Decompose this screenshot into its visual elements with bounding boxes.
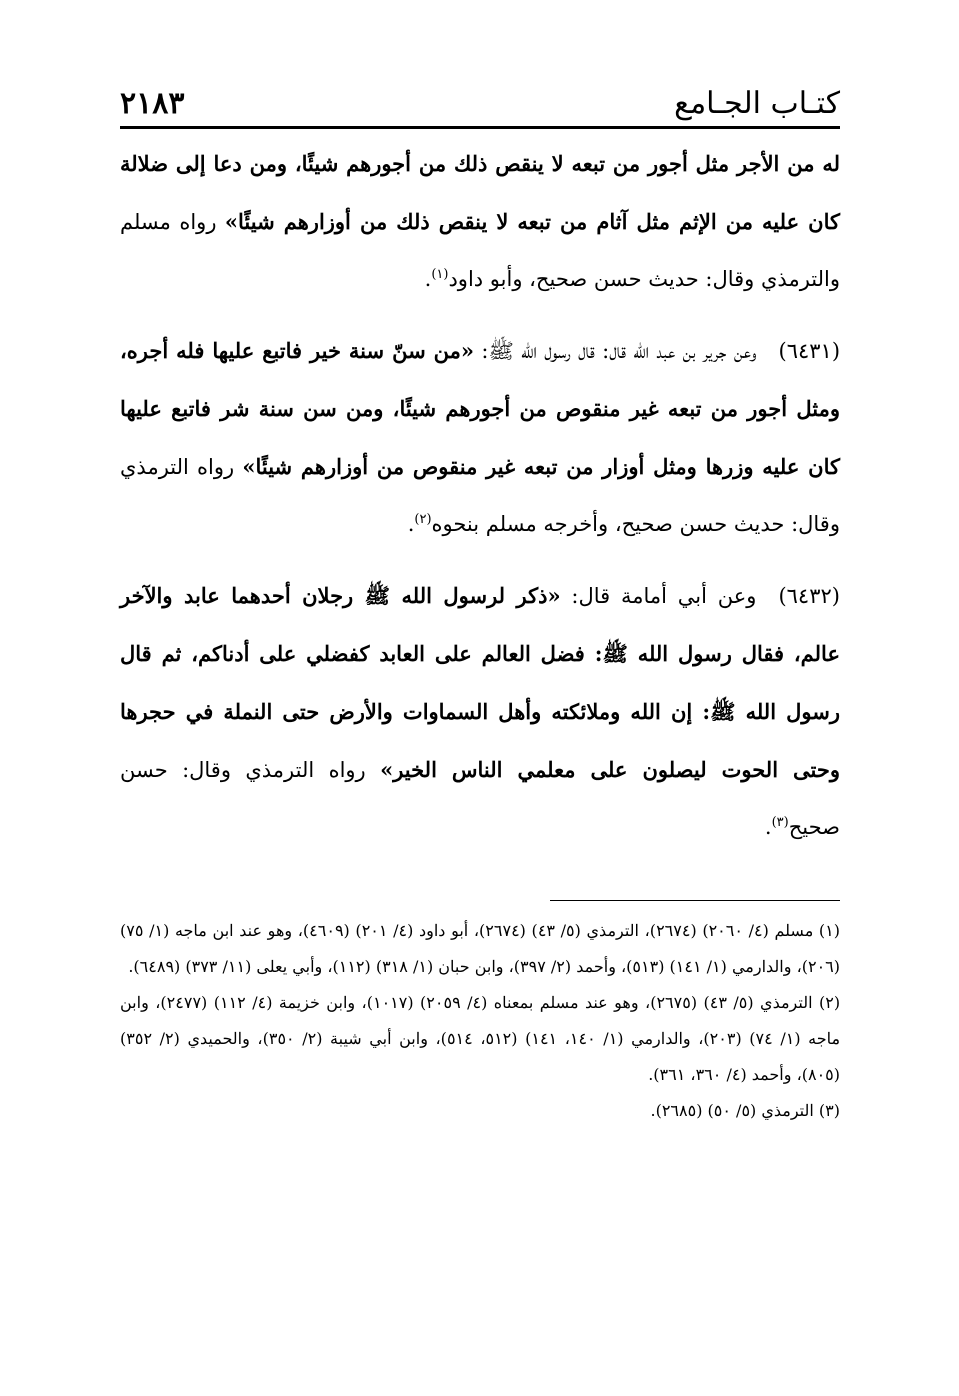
hadith-text: «من سنّ سنة خير فاتبع عليها فله أجره، ومثل أجور من تبعه غير منقوص من أجورهم شيئًا، ومن سن سنة شر فاتبع عليها كان عليه وزرها ومثل أوزار من تبعه غير منقوص من أوزارهم شيئًا» [120,338,840,479]
paragraph [120,322,840,553]
narration-text: وعن جرير بن عبد الله قال: قال رسول الله ﷺ: [474,339,757,363]
sentence-end: . [764,815,772,839]
footnote-divider [550,900,840,901]
sentence-end: . [407,512,415,536]
paragraph [120,567,840,856]
footnote-reference[interactable]: (٣) [771,815,789,830]
hadith-number: (٦٤٣٢) [778,584,840,608]
narration-text: رواه الترمذي وقال: حديث حسن صحيح، وأخرجه مسلم بنحوه [120,455,840,536]
footnote: (٣) الترمذي (٥/ ٥٠) (٢٦٨٥). [650,1101,840,1120]
book-title: كتـاب الجـامع [674,86,840,121]
hadith-number: (٦٤٣١) [778,339,841,363]
footnotes [120,913,840,1129]
footnote-reference[interactable]: (٢) [414,512,432,527]
hadith-text: له من الأجر مثل أجور من تبعه لا ينقص ذلك من أجورهم شيئًا، ومن دعا إلى ضلالة كان عليه من الإثم مثل آثام من تبعه لا ينقص ذلك من أوزارهم شيئًا» [120,151,840,234]
narration-text: وعن أبي أمامة قال: [560,584,757,608]
footnote: (١) مسلم (٤/ ٢٠٦٠) (٢٦٧٤)، الترمذي (٥/ ٤٣) (٢٦٧٤)، أبو داود (٤/ ٢٠١) (٤٦٠٩)، وهو عند ابن ماجه (١/ ٧٥) (٢٠٦)، والدارمي (١/ ١٤١) (٥١٣)، وأحمد (٢/ ٣٩٧)، وابن حبان (١/ ٣١٨) (١١٢)، وأبي يعلى (١١/ ٣٧٣) (٦٤٨٩). [120,921,841,976]
sentence-end: . [424,267,432,291]
main-text [120,135,840,856]
footnote: (٢) الترمذي (٥/ ٤٣) (٢٦٧٥)، وهو عند مسلم بمعناه (٤/ ٢٠٥٩) (١٠١٧)، وابن خزيمة (٤/ ١١٢) (٢٤٧٧)، وابن ماجه (١/ ٧٤) (٢٠٣)، والدارمي (١/ ١٤٠، ١٤١) (٥١٢، ٥١٤)، وابن أبي شيبة (٢/ ٣٥٠)، والحميدي (٢/ ٣٥٢) (٨٠٥)، وأحمد (٤/ ٣٦٠، ٣٦١). [120,993,841,1084]
footnote-reference[interactable]: (١) [431,267,449,282]
hadith-text: «ذكر لرسول الله ﷺ رجلان أحدهما عابد والآخر عالم، فقال رسول الله ﷺ: فضل العالم على العابد كفضلي على أدناكم، ثم قال رسول الله ﷺ: إن الله وملائكته وأهل السماوات والأرض حتى النملة في حجرها وحتى الحوت ليصلون على معلمي الناس الخير» [120,583,840,782]
book-page [120,80,840,1129]
page-number: ٢١٨٣ [120,86,185,121]
narration-text: رواه مسلم والترمذي وقال: حديث حسن صحيح، وأبو داود [120,210,840,291]
narration-text: رواه الترمذي وقال: حسن صحيح [120,758,840,839]
paragraph [120,135,840,308]
running-header [120,80,840,129]
